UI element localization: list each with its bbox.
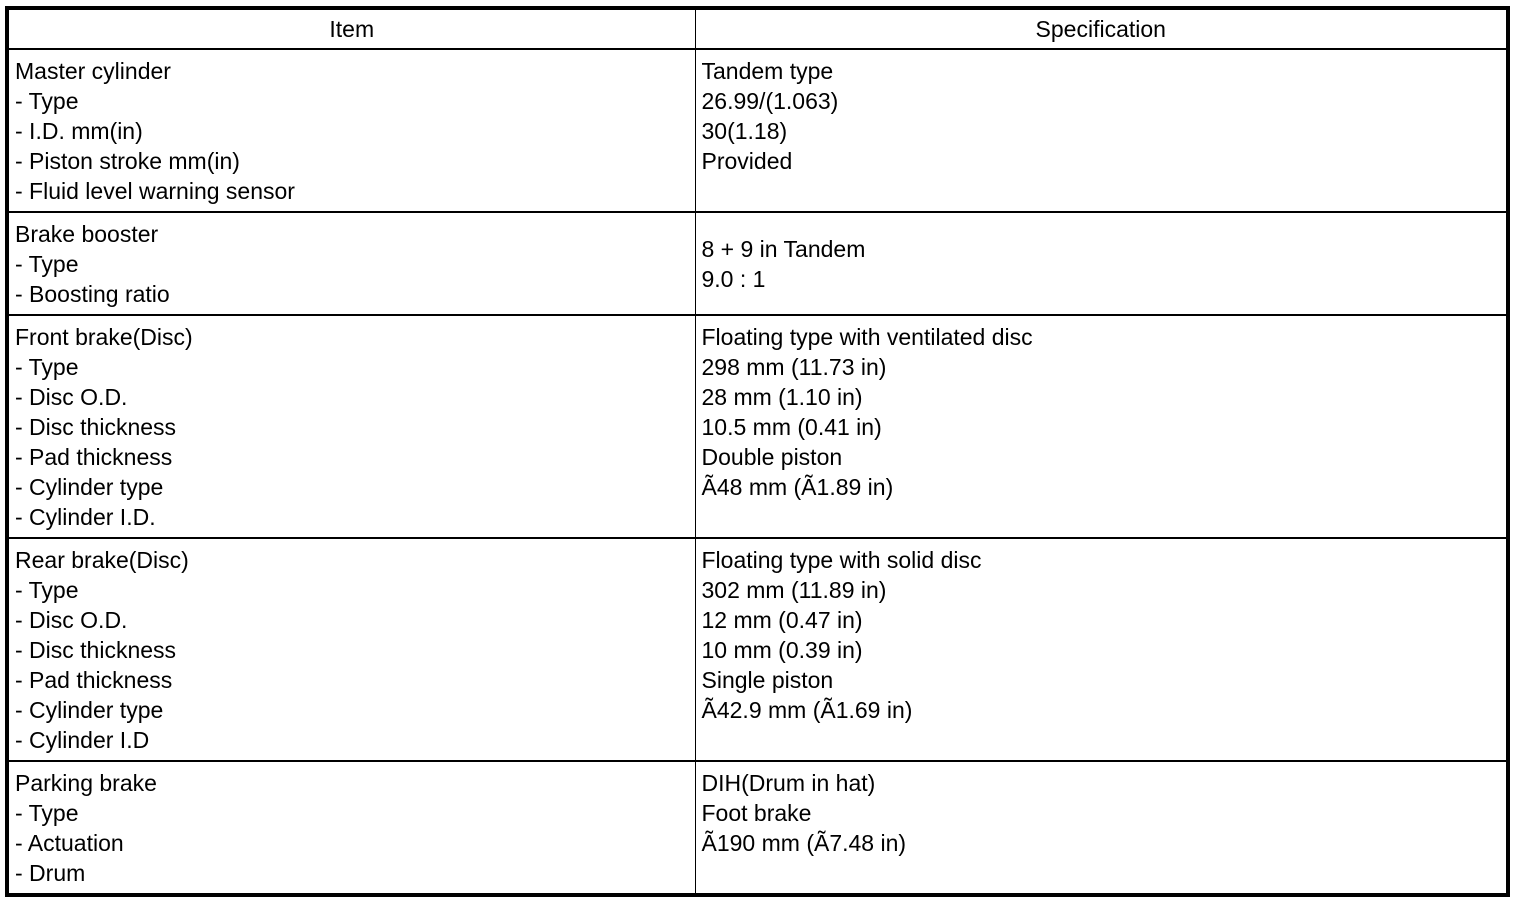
item-line: Rear brake(Disc) — [15, 547, 189, 573]
header-item: Item — [7, 8, 695, 49]
spec-line: Floating type with ventilated disc — [701, 324, 1033, 350]
item-line: Master cylinder — [15, 58, 171, 84]
spec-line: 10.5 mm (0.41 in) — [701, 414, 882, 440]
spec-line: 298 mm (11.73 in) — [701, 354, 887, 380]
item-line: - Type — [15, 251, 79, 277]
item-line: - Disc thickness — [15, 637, 177, 663]
item-line: Parking brake — [15, 770, 157, 796]
table-row-front-brake — [7, 315, 1508, 538]
item-line: - Cylinder I.D. — [15, 504, 156, 530]
spec-line: Provided — [701, 148, 793, 174]
spec-cell — [695, 761, 1508, 895]
table-row-parking-brake — [7, 761, 1508, 895]
item-line: - Cylinder type — [15, 474, 164, 500]
item-cell — [7, 212, 695, 315]
spec-line: 12 mm (0.47 in) — [701, 607, 863, 633]
spec-line: Double piston — [701, 444, 843, 470]
spec-line: Foot brake — [701, 800, 812, 826]
spec-line: Single piston — [701, 667, 834, 693]
item-cell — [7, 538, 695, 761]
spec-line: Ã48 mm (Ã1.89 in) — [701, 474, 894, 500]
item-line: - Drum — [15, 860, 86, 886]
item-line: - Type — [15, 88, 79, 114]
spec-cell — [695, 212, 1508, 315]
table-row-master-cylinder — [7, 49, 1508, 212]
item-cell — [7, 315, 695, 538]
spec-line: 30(1.18) — [701, 118, 788, 144]
item-line: - Type — [15, 577, 79, 603]
item-line: - Boosting ratio — [15, 281, 170, 307]
spec-line: 302 mm (11.89 in) — [701, 577, 887, 603]
spec-line: Ã42.9 mm (Ã1.69 in) — [701, 697, 913, 723]
spec-line: 26.99/(1.063) — [701, 88, 839, 114]
spec-cell — [695, 49, 1508, 212]
table-row-rear-brake — [7, 538, 1508, 761]
spec-line: 28 mm (1.10 in) — [701, 384, 863, 410]
item-line: - Cylinder type — [15, 697, 164, 723]
item-line: - Piston stroke mm(in) — [15, 148, 240, 174]
item-line: - Disc O.D. — [15, 607, 128, 633]
spec-cell — [695, 315, 1508, 538]
item-line: - Disc thickness — [15, 414, 177, 440]
spec-line: 9.0 : 1 — [701, 266, 766, 292]
header-specification: Specification — [695, 8, 1508, 49]
item-line: - Fluid level warning sensor — [15, 178, 295, 204]
item-line: - Cylinder I.D — [15, 727, 150, 753]
item-line: Brake booster — [15, 221, 159, 247]
spec-line: Ã190 mm (Ã7.48 in) — [701, 830, 907, 856]
item-line: - Actuation — [15, 830, 124, 856]
item-line: - Type — [15, 354, 79, 380]
spec-line: Floating type with solid disc — [701, 547, 982, 573]
spec-line: 8 + 9 in Tandem — [701, 236, 866, 262]
item-cell — [7, 761, 695, 895]
spec-line: DIH(Drum in hat) — [701, 770, 876, 796]
spec-cell — [695, 538, 1508, 761]
item-line: - Disc O.D. — [15, 384, 128, 410]
item-line: - Type — [15, 800, 79, 826]
table-header-row — [7, 8, 1508, 49]
item-line: - Pad thickness — [15, 444, 173, 470]
item-line: - I.D. mm(in) — [15, 118, 143, 144]
table-row-brake-booster — [7, 212, 1508, 315]
spec-line: 10 mm (0.39 in) — [701, 637, 863, 663]
brake-specification-table — [5, 6, 1510, 897]
item-line: - Pad thickness — [15, 667, 173, 693]
item-cell — [7, 49, 695, 212]
spec-line: Tandem type — [701, 58, 834, 84]
item-line: Front brake(Disc) — [15, 324, 193, 350]
